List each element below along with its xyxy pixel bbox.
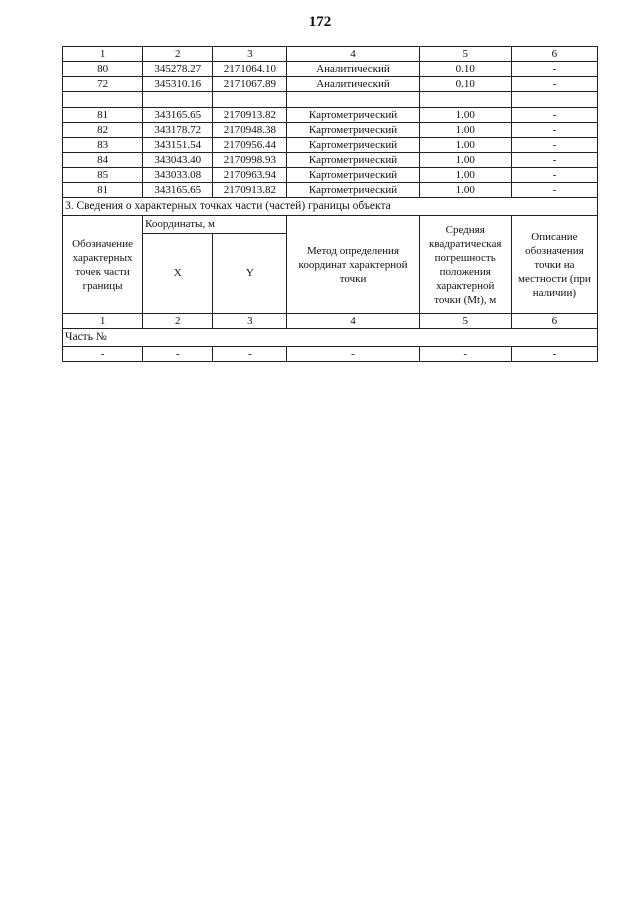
table-cell: - — [213, 347, 287, 362]
empty-cell — [287, 92, 419, 108]
error-cell: 1.00 — [419, 183, 511, 198]
table-cell: 6 — [511, 47, 597, 62]
designation-header: Обозначение характерных точек части границы — [63, 216, 143, 314]
empty-cell — [63, 92, 143, 108]
part-label-row — [63, 329, 598, 347]
y-coordinate-cell: 2170963.94 — [213, 168, 287, 183]
table-cell: 1 — [63, 47, 143, 62]
method-cell: Аналитический — [287, 62, 419, 77]
table-cell: - — [63, 347, 143, 362]
table-cell: - — [419, 347, 511, 362]
method-cell: Картометрический — [287, 183, 419, 198]
y-coordinate-cell: 2170948.38 — [213, 123, 287, 138]
x-coordinate-cell: 343165.65 — [143, 108, 213, 123]
point-id-cell: 83 — [63, 138, 143, 153]
column-number-row — [63, 314, 598, 329]
table-row — [63, 108, 598, 123]
method-cell: Картометрический — [287, 123, 419, 138]
y-coordinate-cell: 2171067.89 — [213, 77, 287, 92]
boundary-points-table — [62, 46, 598, 362]
x-header: X — [143, 234, 213, 314]
description-cell: - — [511, 168, 597, 183]
table-cell: 2 — [143, 314, 213, 329]
y-header: Y — [213, 234, 287, 314]
method-cell: Картометрический — [287, 108, 419, 123]
description-cell: - — [511, 153, 597, 168]
description-cell: - — [511, 123, 597, 138]
point-id-cell: 72 — [63, 77, 143, 92]
error-cell: 0.10 — [419, 62, 511, 77]
table-cell: 5 — [419, 314, 511, 329]
description-cell: - — [511, 138, 597, 153]
empty-cell — [213, 92, 287, 108]
error-header: Средняя квадратическая погрешность положения характерной точки (Mt), м — [419, 216, 511, 314]
table-cell: 2 — [143, 47, 213, 62]
coordinates-header: Координаты, м — [143, 216, 287, 234]
point-id-cell: 84 — [63, 153, 143, 168]
point-id-cell: 81 — [63, 183, 143, 198]
point-id-cell: 80 — [63, 62, 143, 77]
table-cell: 4 — [287, 314, 419, 329]
y-coordinate-cell: 2171064.10 — [213, 62, 287, 77]
x-coordinate-cell: 343165.65 — [143, 183, 213, 198]
y-coordinate-cell: 2170913.82 — [213, 108, 287, 123]
error-cell: 1.00 — [419, 108, 511, 123]
table-row — [63, 153, 598, 168]
table-cell: 3 — [213, 314, 287, 329]
section-title: 3. Сведения о характерных точках части (частей) границы объекта — [63, 198, 598, 216]
y-coordinate-cell: 2170998.93 — [213, 153, 287, 168]
point-id-cell: 85 — [63, 168, 143, 183]
table-row — [63, 62, 598, 77]
error-cell: 1.00 — [419, 153, 511, 168]
x-coordinate-cell: 345310.16 — [143, 77, 213, 92]
x-coordinate-cell: 343151.54 — [143, 138, 213, 153]
section-header-row — [63, 216, 598, 234]
method-cell: Аналитический — [287, 77, 419, 92]
column-number-row — [63, 47, 598, 62]
part-label: Часть № — [63, 329, 598, 347]
error-cell: 1.00 — [419, 168, 511, 183]
x-coordinate-cell: 343033.08 — [143, 168, 213, 183]
section-title-row — [63, 198, 598, 216]
error-cell: 1.00 — [419, 123, 511, 138]
description-cell: - — [511, 77, 597, 92]
table-row — [63, 168, 598, 183]
table-row — [63, 183, 598, 198]
point-id-cell: 82 — [63, 123, 143, 138]
x-coordinate-cell: 343178.72 — [143, 123, 213, 138]
error-cell: 0.10 — [419, 77, 511, 92]
table-row — [63, 347, 598, 362]
blank-row — [63, 92, 598, 108]
description-cell: - — [511, 108, 597, 123]
table-cell: - — [511, 347, 597, 362]
table-cell: 6 — [511, 314, 597, 329]
description-cell: - — [511, 62, 597, 77]
description-header: Описание обозначения точки на местности (при наличии) — [511, 216, 597, 314]
table-cell: - — [287, 347, 419, 362]
method-cell: Картометрический — [287, 138, 419, 153]
empty-cell — [143, 92, 213, 108]
method-cell: Картометрический — [287, 153, 419, 168]
table-cell: 4 — [287, 47, 419, 62]
description-cell: - — [511, 183, 597, 198]
table-row — [63, 77, 598, 92]
x-coordinate-cell: 343043.40 — [143, 153, 213, 168]
method-cell: Картометрический — [287, 168, 419, 183]
table-row — [63, 138, 598, 153]
table-cell: 1 — [63, 314, 143, 329]
table-row — [63, 123, 598, 138]
table-cell: 5 — [419, 47, 511, 62]
table-cell: - — [143, 347, 213, 362]
method-header: Метод определения координат характерной точки — [287, 216, 419, 314]
empty-cell — [419, 92, 511, 108]
point-id-cell: 81 — [63, 108, 143, 123]
error-cell: 1.00 — [419, 138, 511, 153]
page-number: 172 — [308, 14, 332, 30]
empty-cell — [511, 92, 597, 108]
table-cell: 3 — [213, 47, 287, 62]
y-coordinate-cell: 2170956.44 — [213, 138, 287, 153]
y-coordinate-cell: 2170913.82 — [213, 183, 287, 198]
x-coordinate-cell: 345278.27 — [143, 62, 213, 77]
